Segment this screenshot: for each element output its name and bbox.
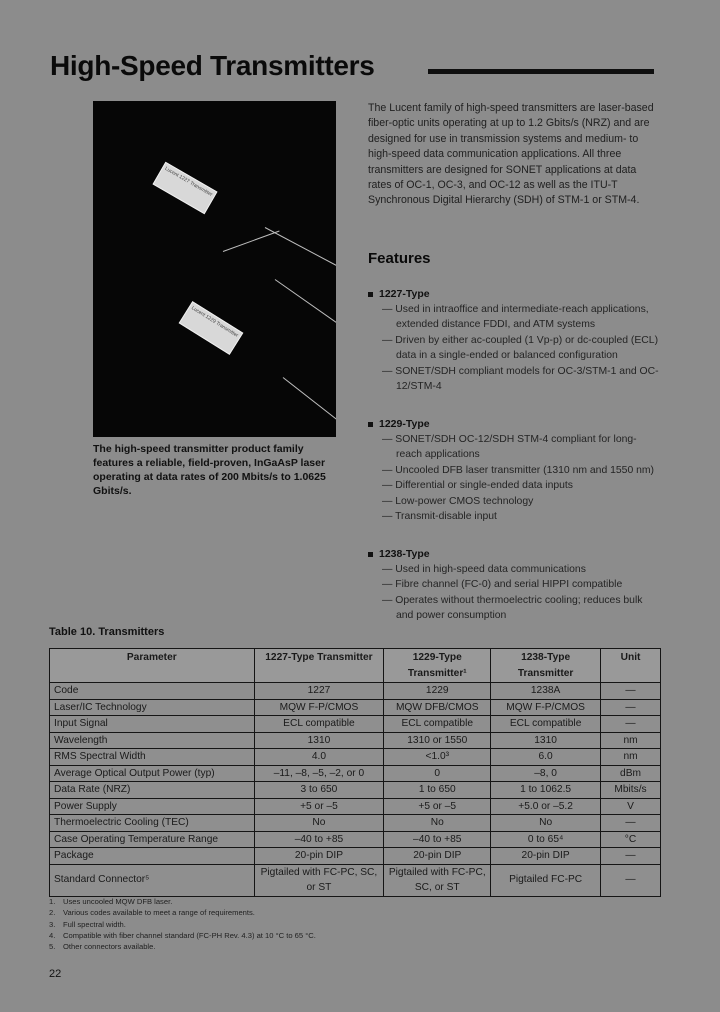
- value-cell: —: [601, 683, 661, 700]
- column-header: 1229-Type Transmitter¹: [384, 649, 491, 683]
- intro-paragraph: The Lucent family of high-speed transmitters are laser-based fiber-optic units operating at up to 1.2 Gbits/s (NRZ) and are designed for use in transmission systems and medium- to high-speed data communication applications. All three transmitters are designed for SONET applications at data rates of OC-1, OC-3, and OC-12 as well as the ITU-T Synchronous Digital Hierarchy (SDH) of STM-1 or STM-4.: [368, 102, 654, 207]
- footnote: 1. Uses uncooled MQW DFB laser.: [49, 897, 173, 906]
- table-header-row: [50, 649, 661, 683]
- feature-group-1238: [368, 547, 660, 624]
- parameter-cell: Average Optical Output Power (typ): [50, 765, 255, 782]
- value-cell: —: [601, 815, 661, 832]
- features-heading: Features: [368, 250, 431, 267]
- value-cell: Pigtailed with FC-PC, SC, or ST: [384, 864, 491, 896]
- feature-group-1229: [368, 417, 660, 524]
- value-cell: <1.0³: [384, 749, 491, 766]
- feature-item: — Low-power CMOS technology: [382, 494, 660, 509]
- value-cell: 20-pin DIP: [254, 848, 384, 865]
- bullet-icon: [368, 422, 373, 427]
- feature-list: [368, 562, 660, 624]
- value-cell: MQW F-P/CMOS: [254, 699, 384, 716]
- value-cell: MQW F-P/CMOS: [491, 699, 601, 716]
- table-row: [50, 716, 661, 733]
- table-row: [50, 732, 661, 749]
- value-cell: –40 to +85: [254, 831, 384, 848]
- value-cell: nm: [601, 732, 661, 749]
- transmitter-module-bottom: [179, 301, 244, 355]
- table-row: [50, 699, 661, 716]
- feature-group-1227: [368, 287, 660, 394]
- value-cell: ECL compatible: [254, 716, 384, 733]
- value-cell: —: [601, 699, 661, 716]
- table-body: [50, 683, 661, 897]
- value-cell: MQW DFB/CMOS: [384, 699, 491, 716]
- value-cell: No: [491, 815, 601, 832]
- feature-list: [368, 302, 660, 394]
- table-row: [50, 782, 661, 799]
- photo-caption: The high-speed transmitter product family features a reliable, field-proven, InGaAsP laser operating at data rates of 200 Mbits/s to 1.0625 Gbits/s.: [93, 443, 326, 497]
- product-photo: [93, 101, 336, 437]
- value-cell: 1238A: [491, 683, 601, 700]
- value-cell: +5.0 or –5.2: [491, 798, 601, 815]
- value-cell: 1310: [491, 732, 601, 749]
- feature-item: — SONET/SDH compliant models for OC-3/STM-1 and OC-12/STM-4: [382, 364, 660, 395]
- value-cell: 6.0: [491, 749, 601, 766]
- parameter-cell: Package: [50, 848, 255, 865]
- value-cell: Pigtailed FC-PC: [491, 864, 601, 896]
- bullet-icon: [368, 552, 373, 557]
- value-cell: +5 or –5: [384, 798, 491, 815]
- column-header: 1238-Type Transmitter: [491, 649, 601, 683]
- value-cell: °C: [601, 831, 661, 848]
- page-number: 22: [49, 968, 62, 980]
- feature-item: — Uncooled DFB laser transmitter (1310 nm and 1550 nm): [382, 463, 660, 478]
- value-cell: 0: [384, 765, 491, 782]
- value-cell: 1310: [254, 732, 384, 749]
- feature-item: — SONET/SDH OC-12/SDH STM-4 compliant for long-reach applications: [382, 432, 660, 463]
- footnotes: [49, 896, 469, 952]
- table-row: [50, 864, 661, 896]
- value-cell: No: [384, 815, 491, 832]
- footnote: 4. Compatible with fiber channel standard (FC-PH Rev. 4.3) at 10 °C to 65 °C.: [49, 930, 316, 940]
- feature-item: — Operates without thermoelectric cooling; reduces bulk and power consumption: [382, 593, 660, 624]
- footnote: 2. Various codes available to meet a range of requirements.: [49, 908, 255, 918]
- table-row: [50, 798, 661, 815]
- table-caption: Table 10. Transmitters: [49, 626, 165, 638]
- fiber-lead: [275, 279, 336, 326]
- feature-item: — Fibre channel (FC-0) and serial HIPPI compatible: [382, 577, 660, 592]
- transmitter-module-top: [153, 162, 218, 215]
- table-row: [50, 749, 661, 766]
- value-cell: 0 to 65⁴: [491, 831, 601, 848]
- value-cell: 1310 or 1550: [384, 732, 491, 749]
- transmitters-table: [49, 648, 661, 897]
- value-cell: Mbits/s: [601, 782, 661, 799]
- feature-item: — Differential or single-ended data inputs: [382, 478, 660, 493]
- module-bottom-label: Lucent 1229 Transmitter: [190, 305, 240, 339]
- value-cell: —: [601, 716, 661, 733]
- value-cell: 1227: [254, 683, 384, 700]
- feature-type-label: 1238-Type: [379, 548, 430, 560]
- feature-item: — Transmit-disable input: [382, 509, 660, 524]
- feature-item: — Used in intraoffice and intermediate-reach applications, extended distance FDDI, and ATM systems: [382, 302, 660, 333]
- value-cell: ECL compatible: [384, 716, 491, 733]
- parameter-cell: Input Signal: [50, 716, 255, 733]
- parameter-cell: Power Supply: [50, 798, 255, 815]
- table-row: [50, 848, 661, 865]
- parameter-cell: Standard Connector⁵: [50, 864, 255, 896]
- value-cell: 1 to 650: [384, 782, 491, 799]
- table-row: [50, 765, 661, 782]
- column-header: Parameter: [50, 649, 255, 683]
- module-top-label: Lucent 1227 Transmitter: [163, 165, 214, 198]
- value-cell: Pigtailed with FC-PC, SC, or ST: [254, 864, 384, 896]
- table-row: [50, 683, 661, 700]
- table-row: [50, 831, 661, 848]
- value-cell: –11, –8, –5, –2, or 0: [254, 765, 384, 782]
- value-cell: 1229: [384, 683, 491, 700]
- column-header: 1227-Type Transmitter: [254, 649, 384, 683]
- value-cell: 3 to 650: [254, 782, 384, 799]
- value-cell: 20-pin DIP: [491, 848, 601, 865]
- parameter-cell: Thermoelectric Cooling (TEC): [50, 815, 255, 832]
- footnote: 5. Other connectors available.: [49, 942, 156, 952]
- fiber-lead: [265, 227, 336, 270]
- parameter-cell: Laser/IC Technology: [50, 699, 255, 716]
- value-cell: V: [601, 798, 661, 815]
- feature-list: [368, 432, 660, 524]
- value-cell: —: [601, 864, 661, 896]
- table-row: [50, 815, 661, 832]
- page-title: High-Speed Transmitters: [50, 50, 375, 81]
- parameter-cell: Wavelength: [50, 732, 255, 749]
- fiber-lead: [223, 231, 280, 252]
- value-cell: +5 or –5: [254, 798, 384, 815]
- value-cell: nm: [601, 749, 661, 766]
- fiber-lead: [283, 377, 336, 421]
- bullet-icon: [368, 292, 373, 297]
- column-header: Unit: [601, 649, 661, 683]
- footnote: 3. Full spectral width.: [49, 919, 126, 929]
- feature-type-label: 1229-Type: [379, 418, 430, 430]
- value-cell: ECL compatible: [491, 716, 601, 733]
- title-rule: [428, 69, 654, 74]
- feature-type-label: 1227-Type: [379, 288, 430, 300]
- value-cell: –8, 0: [491, 765, 601, 782]
- parameter-cell: Code: [50, 683, 255, 700]
- parameter-cell: RMS Spectral Width: [50, 749, 255, 766]
- value-cell: –40 to +85: [384, 831, 491, 848]
- value-cell: 20-pin DIP: [384, 848, 491, 865]
- parameter-cell: Data Rate (NRZ): [50, 782, 255, 799]
- parameter-cell: Case Operating Temperature Range: [50, 831, 255, 848]
- value-cell: 1 to 1062.5: [491, 782, 601, 799]
- value-cell: No: [254, 815, 384, 832]
- value-cell: —: [601, 848, 661, 865]
- feature-item: — Driven by either ac-coupled (1 Vp-p) or dc-coupled (ECL) data in a single-ended or balanced configuration: [382, 333, 660, 364]
- value-cell: dBm: [601, 765, 661, 782]
- value-cell: 4.0: [254, 749, 384, 766]
- feature-item: — Used in high-speed data communications: [382, 562, 660, 577]
